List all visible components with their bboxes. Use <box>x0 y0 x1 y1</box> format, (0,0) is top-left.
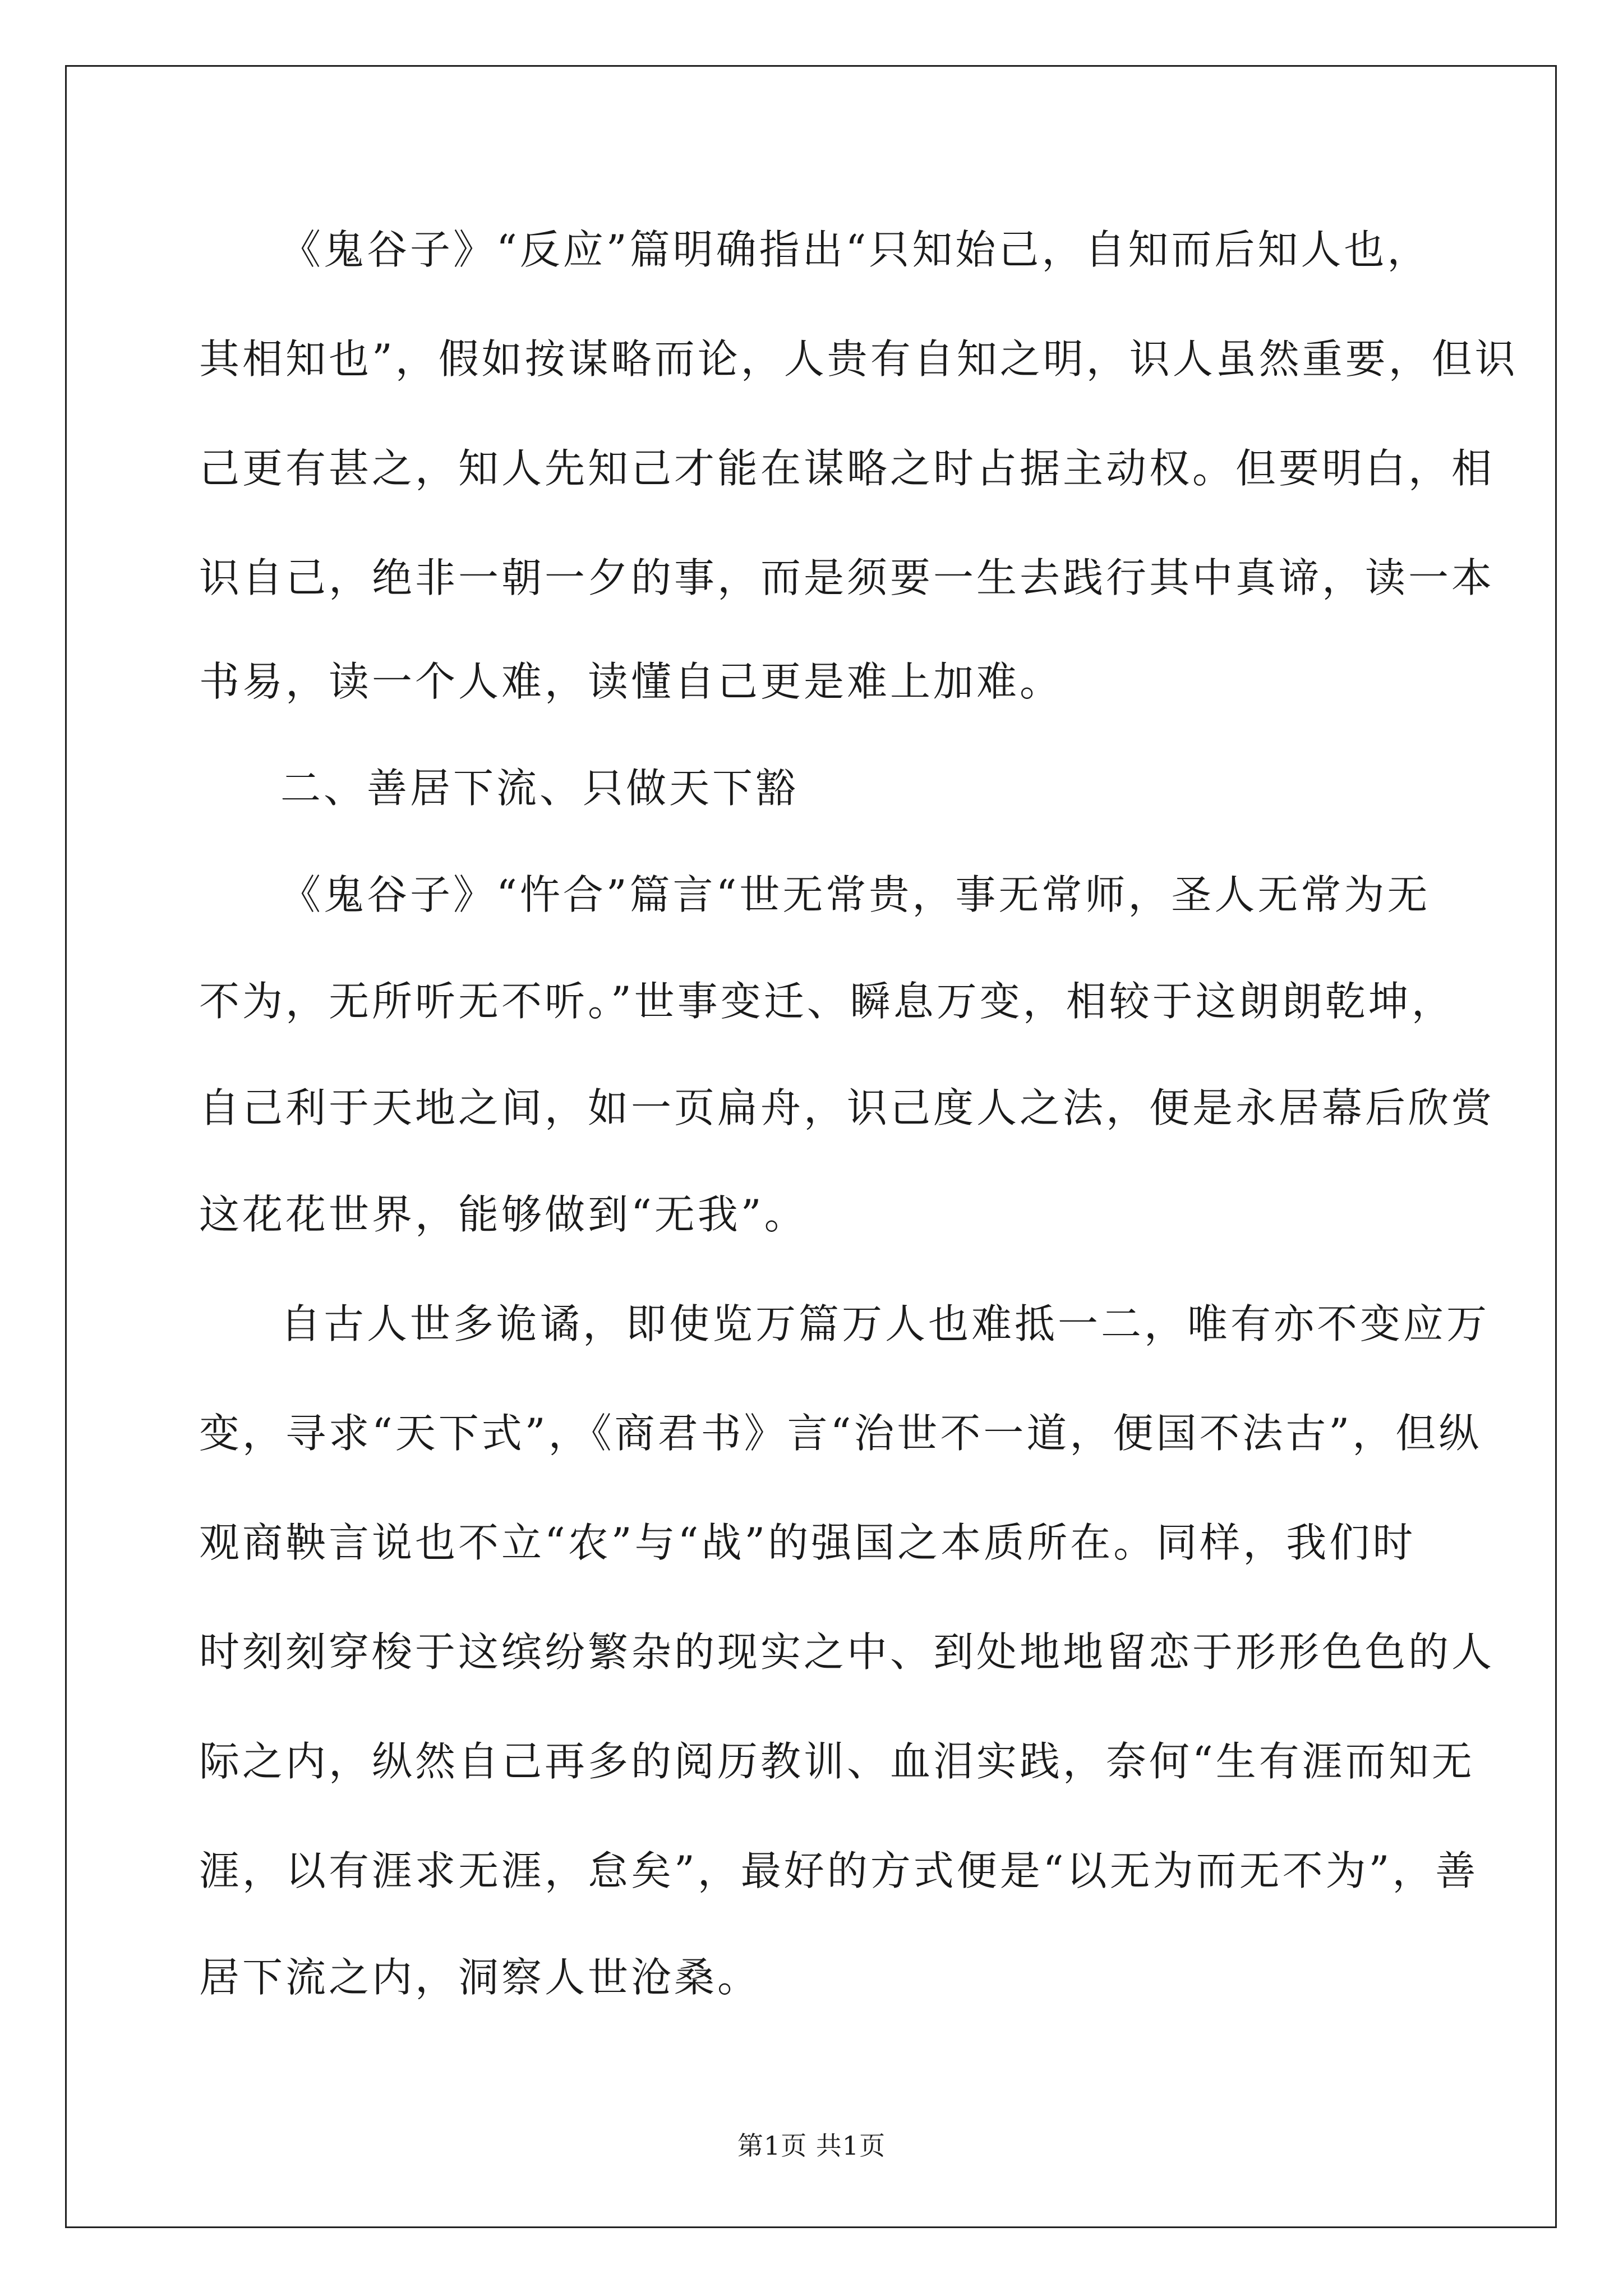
text-line: 居下流之内，洞察人世沧桑。 <box>199 1954 761 2001</box>
text-line: 其相知也”，假如按谋略而论，人贵有自知之明，识人虽然重要，但识 <box>199 335 1518 383</box>
text-line: 识自己，绝非一朝一夕的事，而是须要一生去践行其中真谛，读一本 <box>199 554 1495 601</box>
text-line: 自古人世多诡谲，即使览万篇万人也难抵一二，唯有亦不变应万 <box>280 1300 1490 1347</box>
text-line: 时刻刻穿梭于这缤纷繁杂的现实之中、到处地地留恋于形形色色的人 <box>199 1628 1495 1676</box>
text-line: 不为，无所听无不听。”世事变迁、瞬息万变，相较于这朗朗乾坤， <box>199 978 1455 1025</box>
section-heading: 二、善居下流、只做天下豁 <box>280 765 799 812</box>
text-line: 这花花世界，能够做到“无我”。 <box>199 1191 808 1238</box>
text-line: 书易，读一个人难，读懂自己更是难上加难。 <box>199 658 1063 705</box>
text-line: 己更有甚之，知人先知己才能在谋略之时占据主动权。但要明白，相 <box>199 445 1495 492</box>
text-line: 涯，以有涯求无涯，怠矣”，最好的方式便是“以无为而无不为”，善 <box>199 1847 1479 1894</box>
page-number: 第1页 共1页 <box>737 2131 886 2161</box>
text-line: 自己利于天地之间，如一页扁舟，识己度人之法，便是永居幕后欣赏 <box>199 1084 1495 1131</box>
text-line: 观商鞅言说也不立“农”与“战”的强国之本质所在。同样，我们时 <box>199 1519 1416 1566</box>
page-border <box>65 65 1557 2228</box>
text-line: 变，寻求“天下式”，《商君书》言“治世不一道，便国不法古”，但纵 <box>199 1410 1482 1457</box>
text-line: 际之内，纵然自己再多的阅历教训、血泪实践，奈何“生有涯而知无 <box>199 1738 1475 1785</box>
text-line: 《鬼谷子》“反应”篇明确指出“只知始己，自知而后知人也， <box>280 226 1431 273</box>
text-line: 《鬼谷子》“忤合”篇言“世无常贵，事无常师，圣人无常为无 <box>280 871 1431 918</box>
